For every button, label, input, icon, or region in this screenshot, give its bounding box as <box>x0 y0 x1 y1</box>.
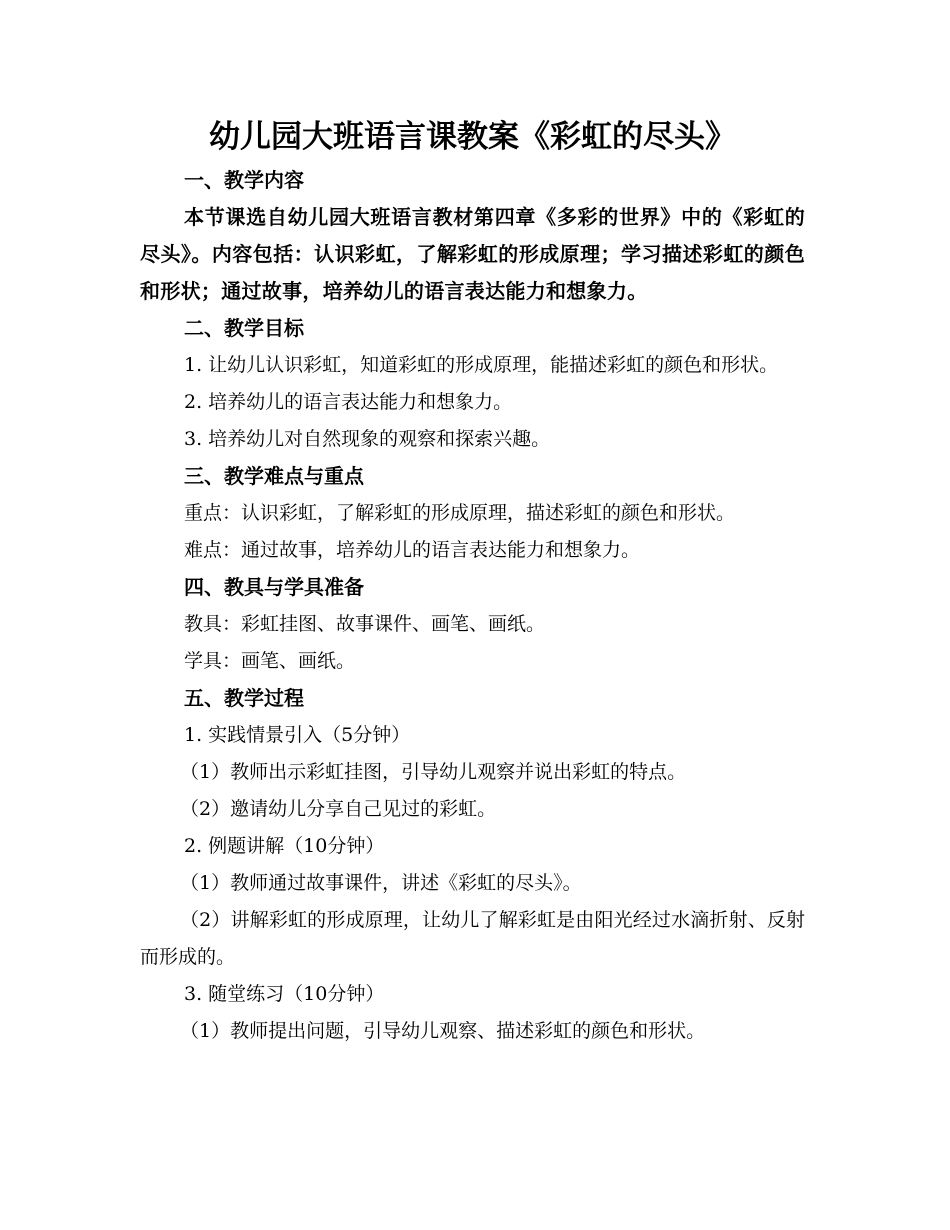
process-step-2-item-1: （1）教师通过故事课件，讲述《彩虹的尽头》。 <box>180 872 582 894</box>
goal-item-1: 1. 让幼儿认识彩虹，知道彩虹的形成原理，能描述彩虹的颜色和形状。 <box>184 354 779 376</box>
goal-item-3: 3. 培养幼儿对自然现象的观察和探索兴趣。 <box>184 428 551 450</box>
process-step-3-item-1: （1）教师提出问题，引导幼儿观察、描述彩虹的颜色和形状。 <box>180 1020 706 1042</box>
section-heading-process: 五、教学过程 <box>184 686 304 710</box>
process-step-3: 3. 随堂练习（10分钟） <box>184 983 385 1005</box>
materials-student: 学具：画笔、画纸。 <box>184 650 356 672</box>
process-step-1: 1. 实践情景引入（5分钟） <box>184 724 411 746</box>
materials-teacher: 教具：彩虹挂图、故事课件、画笔、画纸。 <box>184 613 546 635</box>
process-step-1-item-2: （2）邀请幼儿分享自己见过的彩虹。 <box>180 798 497 820</box>
section-heading-focus: 三、教学难点与重点 <box>184 464 364 488</box>
process-step-1-item-1: （1）教师出示彩虹挂图，引导幼儿观察并说出彩虹的特点。 <box>180 761 687 783</box>
document-page <box>140 112 805 1050</box>
process-step-2: 2. 例题讲解（10分钟） <box>184 835 385 857</box>
section-heading-goals: 二、教学目标 <box>184 316 304 340</box>
goal-item-2: 2. 培养幼儿的语言表达能力和想象力。 <box>184 391 513 413</box>
focus-key-point: 重点：认识彩虹，了解彩虹的形成原理，描述彩虹的颜色和形状。 <box>184 502 736 524</box>
section-heading-content: 一、教学内容 <box>184 168 304 192</box>
process-step-2-item-2: （2）讲解彩虹的形成原理，让幼儿了解彩虹是由阳光经过水滴折射、反射而形成的。 <box>140 909 805 968</box>
document-title: 幼儿园大班语言课教案《彩虹的尽头》 <box>209 119 736 155</box>
section-heading-materials: 四、教具与学具准备 <box>184 575 364 599</box>
focus-difficult-point: 难点：通过故事，培养幼儿的语言表达能力和想象力。 <box>184 539 641 561</box>
content-paragraph: 本节课选自幼儿园大班语言教材第四章《多彩的世界》中的《彩虹的尽头》。内容包括：认识彩虹，了解彩虹的形成原理；学习描述彩虹的颜色和形状；通过故事，培养幼儿的语言表达能力和想象力。 <box>140 205 805 303</box>
